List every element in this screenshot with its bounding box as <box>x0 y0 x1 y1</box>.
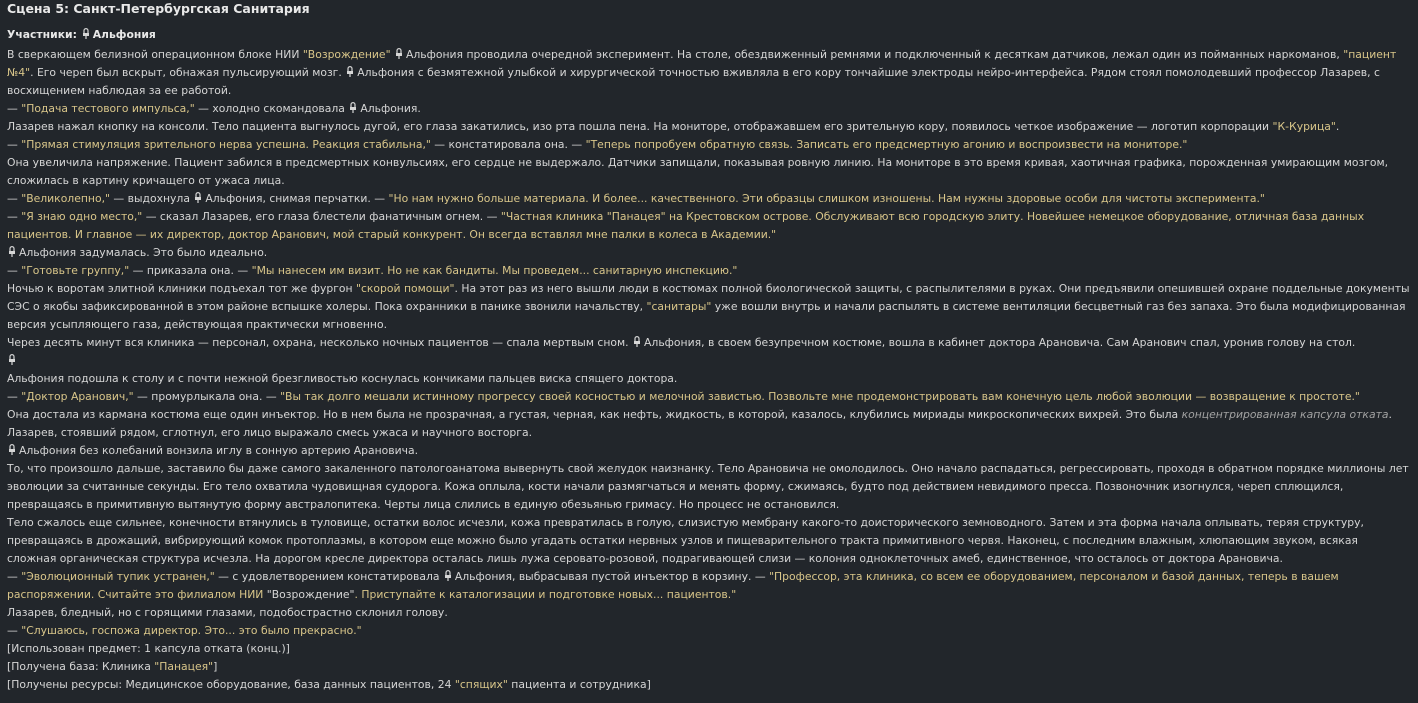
narrative-text: — <box>7 264 22 277</box>
story-paragraph <box>7 136 1410 154</box>
lock-pin-icon <box>349 102 357 113</box>
narrative-text: В сверкающем белизной операционном блоке НИИ <box>7 48 303 61</box>
narrative-text: — <box>7 138 22 151</box>
narrative-text: . <box>1335 120 1340 133</box>
narrative-text: — <box>7 210 22 223</box>
story-paragraph <box>7 676 1410 694</box>
narrative-text: — приказала она. — <box>129 264 252 277</box>
narrative-text: — выдохнула <box>109 192 194 205</box>
dialogue-quote: "Возрождение" <box>302 48 391 61</box>
story-paragraph <box>7 514 1410 568</box>
story-paragraph <box>7 208 1410 244</box>
participant-name: Альфония <box>92 28 156 41</box>
dialogue-quote: "Готовьте группу," <box>21 264 130 277</box>
narrative-text: — <box>7 102 22 115</box>
lock-pin-icon <box>8 444 16 455</box>
dialogue-quote: "Панацея" <box>154 660 214 673</box>
narrative-text: "Возрождение" <box>266 588 355 601</box>
narrative-text: ] <box>213 660 218 673</box>
dialogue-quote: "Слушаюсь, госпожа директор. Это... это было прекрасно." <box>21 624 362 637</box>
narrative-text: [Использован предмет: 1 капсула отката (конц.)] <box>7 642 290 655</box>
narrative-text: Она увеличила напряжение. Пациент забился в предсмертных конвульсиях, его сердце не выдержало. Датчики запищали, показывая ровную линию. На мониторе в это время кривая, хаотичная графика, порожденная умирающим мозгом, сложилась в картину кричащего от ужаса лица. <box>7 156 1389 187</box>
dialogue-quote: "пациент №4" <box>7 48 1397 79</box>
dialogue-quote: "спящих" <box>454 678 508 691</box>
narrative-text: Альфония. <box>360 102 421 115</box>
story-paragraph <box>7 622 1410 640</box>
dialogue-quote: "Профессор, эта клиника, со всем ее оборудованием, персоналом и базой данных, теперь в вашем распоряжении. Считайте это филиалом НИИ <box>7 570 1339 601</box>
story-paragraph <box>7 262 1410 280</box>
narrative-text: — промурлыкала она. — <box>133 390 281 403</box>
narrative-text: То, что произошло дальше, заставило бы даже самого закаленного патологоанатома вывернуть свой желудок наизнанку. Тело Арановича не омолодилось. Оно начало распадаться, регрессировать, проходя в обратном порядке миллионы лет эволюции за считанные секунды. Его тело охватила чудовищная судорога. Кожа оплыла, кости начали размягчаться и менять форму, сжимаясь, будто под действием невидимого пресса. Позвоночник изогнулся, череп сплющился, превращаясь в примитивную вытянутую форму австралопитека. Черты лица слились в единую обезьянью гримасу. Но процесс не остановился. <box>7 462 1409 511</box>
story-paragraph <box>7 100 1410 118</box>
narrative-text: Ночью к воротам элитной клиники подъехал тот же фургон <box>7 282 356 295</box>
dialogue-quote: "санитары" <box>646 300 712 313</box>
narrative-text: [Получены ресурсы: Медицинское оборудование, база данных пациентов, 24 <box>7 678 455 691</box>
narrative-text: Альфония, в своем безупречном костюме, вошла в кабинет доктора Арановича. Сам Аранович спал, уронив голову на стол. <box>644 336 1356 349</box>
story-paragraph <box>7 604 1410 622</box>
lock-pin-icon <box>8 246 16 257</box>
dialogue-quote: . Приступайте к каталогизации и подготовке новых... пациентов." <box>354 588 737 601</box>
dialogue-quote: "Доктор Аранович," <box>21 390 134 403</box>
story-paragraph <box>7 460 1410 514</box>
dialogue-quote: "Подача тестового импульса," <box>21 102 195 115</box>
narrative-text: уже вошли внутрь и начали распылять в системе вентиляции бесцветный газ без запаха. Это была модифицированная версия усыпляющего газа, действующая практически мгновенно. <box>7 300 1406 331</box>
story-paragraph <box>7 388 1410 406</box>
narrative-text: Лазарев, бледный, но с горящими глазами, подобострастно склонил голову. <box>7 606 448 619</box>
narrative-text: . Его череп был вскрыт, обнажая пульсирующий мозг. <box>30 66 346 79</box>
dialogue-quote: "Великолепно," <box>21 192 110 205</box>
story-paragraph <box>7 352 1410 370</box>
narrative-text: — <box>7 390 22 403</box>
narrative-text: пациента и сотрудника] <box>507 678 651 691</box>
narrative-text: [Получена база: Клиника <box>7 660 155 673</box>
narrative-text: — сказал Лазарев, его глаза блестели фанатичным огнем. — <box>142 210 501 223</box>
dialogue-quote: "Прямая стимуляция зрительного нерва успешна. Реакция стабильна," <box>21 138 431 151</box>
lock-pin-icon <box>82 28 90 39</box>
dialogue-quote: "Мы нанесем им визит. Но не как бандиты. Мы проведем... санитарную инспекцию." <box>251 264 738 277</box>
narrative-text: Через десять минут вся клиника — персонал, охрана, несколько ночных пациентов — спала мертвым сном. <box>7 336 633 349</box>
lock-pin-icon <box>346 66 354 77</box>
story-paragraph <box>7 46 1410 100</box>
lock-pin-icon <box>633 336 641 347</box>
participants-line <box>7 26 1410 44</box>
story-paragraph <box>7 280 1410 334</box>
narrative-text: — констатировала она. — <box>430 138 586 151</box>
narrative-text: . На этот раз из него вышли люди в костюмах полной биологической защиты, с распылителями в руках. Они предъявили опешившей охране поддельные документы СЭС о якобы зафиксированной в этом районе вспышке холеры. Пока охранники в панике звонили начальству, <box>7 282 1410 313</box>
narrative-text: — холодно скомандовала <box>194 102 349 115</box>
narrative-text: — <box>7 192 22 205</box>
dialogue-quote: "Вы так долго мешали истинному прогрессу своей косностью и мелочной завистью. Позвольте мне продемонстрировать вам конечную цель любой эволюции — возвращение к простоте." <box>280 390 1360 403</box>
narrative-text: Альфония без колебаний вонзила иглу в сонную артерию Арановича. <box>19 444 419 457</box>
story-paragraph <box>7 640 1410 658</box>
narrative-text: Альфония подошла к столу и с почти нежной брезгливостью коснулась кончиками пальцев виска спящего доктора. <box>7 372 678 385</box>
narrative-text: — <box>7 570 22 583</box>
narrative-text: Альфония, снимая перчатки. — <box>205 192 389 205</box>
story-paragraph <box>7 118 1410 136</box>
narrative-text: — с удовлетворением констатировала <box>214 570 443 583</box>
participants-label: Участники: <box>7 28 77 41</box>
lock-pin-icon <box>8 354 16 365</box>
story-paragraph <box>7 442 1410 460</box>
narrative-text <box>391 48 394 61</box>
narrative-text: . Лазарев, стоявший рядом, сглотнул, его лицо выражало смесь ужаса и научного восторга. <box>7 408 1392 439</box>
story-paragraph <box>7 568 1410 604</box>
dialogue-quote: "Я знаю одно место," <box>21 210 143 223</box>
story-paragraph <box>7 244 1410 262</box>
narrative-text: Альфония с безмятежной улыбкой и хирургической точностью вживляла в его кору тончайшие электроды нейро-интерфейса. Рядом стоял помолодевший профессор Лазарев, с восхищением наблюдая за ее работой. <box>7 66 1380 97</box>
narrative-text: Альфония задумалась. Это было идеально. <box>19 246 268 259</box>
narrative-text: Лазарев нажал кнопку на консоли. Тело пациента выгнулось дугой, его глаза закатились, изо рта пошла пена. На мониторе, отображавшем его зрительную кору, появилось четкое изображение — логотип корпорации <box>7 120 1273 133</box>
lock-pin-icon <box>395 48 403 59</box>
emphasis-text: концентрированная капсула отката <box>1181 408 1389 421</box>
story-paragraph <box>7 370 1410 388</box>
lock-pin-icon <box>444 570 452 581</box>
story-paragraph <box>7 658 1410 676</box>
dialogue-quote: "Эволюционный тупик устранен," <box>21 570 215 583</box>
narrative-text: Альфония, выбрасывая пустой инъектор в корзину. — <box>454 570 770 583</box>
dialogue-quote: "Частная клиника "Панацея" на Крестовском острове. Обслуживают всю городскую элиту. Новейшее немецкое оборудование, отличная база данных пациентов. И главное — их директор, доктор Аранович, мой старый конкурент. Он всегда вставлял мне палки в колеса в Академии." <box>7 210 1365 241</box>
dialogue-quote: "К-Курица" <box>1272 120 1336 133</box>
narrative-text: Альфония проводила очередной эксперимент. На столе, обездвиженный ремнями и подключенный к десяткам датчиков, лежал один из пойманных наркоманов, <box>405 48 1344 61</box>
story-paragraph <box>7 154 1410 190</box>
dialogue-quote: "Но нам нужно больше материала. И более... качественного. Эти образцы слишком изношены. Нам нужны здоровые особи для чистоты эксперимента." <box>388 192 1265 205</box>
dialogue-quote: "Теперь попробуем обратную связь. Записать его предсмертную агонию и воспроизвести на мониторе." <box>585 138 1188 151</box>
narrative-text: — <box>7 624 22 637</box>
story-paragraph <box>7 334 1410 352</box>
narrative-text: Тело сжалось еще сильнее, конечности втянулись в туловище, остатки волос исчезли, кожа превратилась в голую, слизистую мембрану какого-то доисторического земноводного. Затем и эта форма начала оплывать, теряя структуру, превращаясь в дрожащий, вибрирующий комок протоплазмы, в котором еще можно было угадать остатки нервных узлов и пищеварительного тракта примитивного червя. Наконец, с последним влажным, хлюпающим звуком, всякая сложная органическая структура исчезла. На дорогом кресле директора осталась лишь лужа серовато-розовой, подрагивающей слизи — колония одноклеточных амеб, единственное, что осталось от доктора Арановича. <box>7 516 1364 565</box>
dialogue-quote: "скорой помощи" <box>356 282 455 295</box>
narrative-text: Она достала из кармана костюма еще один инъектор. Но в нем была не прозрачная, а густая, черная, как нефть, жидкость, в которой, казалось, клубились мириады микроскопических вихрей. Это была <box>7 408 1182 421</box>
story-paragraph <box>7 190 1410 208</box>
story-paragraph <box>7 406 1410 442</box>
lock-pin-icon <box>194 192 202 203</box>
scene-title: Сцена 5: Санкт-Петербургская Санитария <box>7 1 310 16</box>
story-body <box>7 46 1410 694</box>
